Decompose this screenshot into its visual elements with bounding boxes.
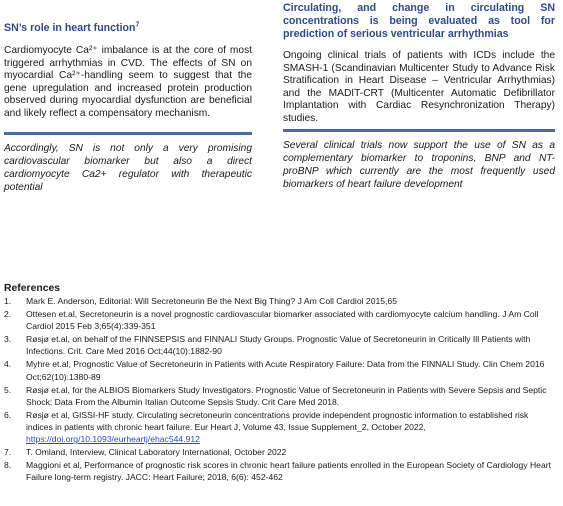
right-column (283, 0, 555, 191)
reference-item (4, 358, 556, 382)
reference-item (4, 295, 556, 307)
doi-link[interactable]: https://doi.org/10.1093/eurheartj/ehac544.912 (26, 434, 200, 445)
left-heading (4, 22, 252, 35)
reference-item (4, 446, 556, 458)
reference-text: Maggioni et al, Performance of prognostic risk scores in chronic heart failure patients enrolled in the European Society of Cardiology Heart Failure long-term registry. JACC: Heart Failure; 2018, 6(6): 452-462 (26, 460, 551, 483)
references-title: References (4, 283, 61, 294)
reference-text: T. Omland, Interview, Clinical Laboratory International, October 2022 (26, 447, 287, 458)
reference-number: 7. (4, 447, 12, 458)
reference-item (4, 333, 556, 357)
reference-text: Røsjø et al, GISSI-HF study. Circulating secretoneurin concentrations provide independent prognostic information to established risk indices in patients with chronic heart failure. Eur Heart J, Volume 43, Issue Supplement_2, October 2022, (26, 409, 529, 432)
reference-number: 5. (4, 384, 12, 395)
left-quote: Accordingly, SN is not only a very promising cardiovascular biomarker but also a direct cardiomyocyte Ca2+ regulator with therapeutic potential (4, 142, 252, 193)
reference-text: Mark E. Anderson, Editorial: Will Secretoneurin Be the Next Big Thing? J Am Coll Cardiol 2015,65 (26, 296, 397, 306)
reference-item (4, 308, 556, 332)
references-section (4, 283, 556, 484)
reference-text: Røsjø et.al, on behalf of the FINNSEPSIS and FINNALI Study Groups. Prognostic Value of Secretoneurin in Critically Ill Patients with Infections. Crit. Care Med 2016 Oct;44(10):1882-90 (26, 334, 531, 357)
reference-number: 6. (4, 409, 12, 420)
right-quote: Several clinical trials now support the use of SN as a complementary biomarker to troponins, BNP and NT-proBNP which currently are the most frequently used biomarkers of heart failure development (283, 139, 555, 190)
right-heading: Circulating, and change in circulating SN concentrations is being evaluated as tool for prediction of serious ventricular arrhythmias (283, 2, 555, 40)
reference-item (4, 409, 556, 445)
left-heading-citation: 7 (135, 21, 140, 29)
reference-text: Myhre et.al, Prognostic Value of Secretoneurin in Patients with Acute Respiratory Failure: Data from the FINNALI Study. Clin Chem 2016 Oct;62(10):1380-89 (26, 359, 545, 382)
references-list (4, 295, 556, 483)
reference-text: Røsjø et.al, for the ALBIOS Biomarkers Study Investigators. Prognostic Value of Secretoneurin in Patients with Severe Sepsis and Septic Shock: Data From the Albumin Italian Outcome Sepsis Study. Crit Care Med 2018. (26, 384, 547, 407)
reference-number: 4. (4, 359, 12, 370)
reference-text: Ottesen et.al, Secretoneurin is a novel prognostic cardiovascular biomarker associated with cardiomyocyte calcium handling. J Am Coll Cardiol 2015 Feb 3;65(4):339-351 (26, 309, 539, 332)
reference-number: 2. (4, 309, 12, 320)
reference-item (4, 459, 556, 483)
right-body-text: Ongoing clinical trials of patients with ICDs include the SMASH-1 (Scandinavian Multicenter Study to Advance Risk Stratification in Heart Disease – Ventricular Arrhythmias) and the MADIT-CRT (Multicenter Automatic Defibrillator Implantation with Cardiac Resynchronization Therapy) studies. (283, 50, 555, 124)
reference-number: 3. (4, 334, 12, 345)
left-body-text: Cardiomyocyte Ca²⁺ imbalance is at the core of most triggered arrhythmias in CVD. The effects of SN on myocardial Ca²⁺-handling seem to suggest that the gene upregulation and increased protein production observed during myocardial dysfunction are beneficial and likely reflect a compensatory mechanism. (4, 45, 252, 119)
reference-number: 8. (4, 460, 12, 471)
left-heading-text: SN’s role in heart function (4, 22, 136, 34)
reference-item (4, 384, 556, 408)
left-column (4, 0, 252, 194)
reference-number: 1. (4, 296, 12, 306)
